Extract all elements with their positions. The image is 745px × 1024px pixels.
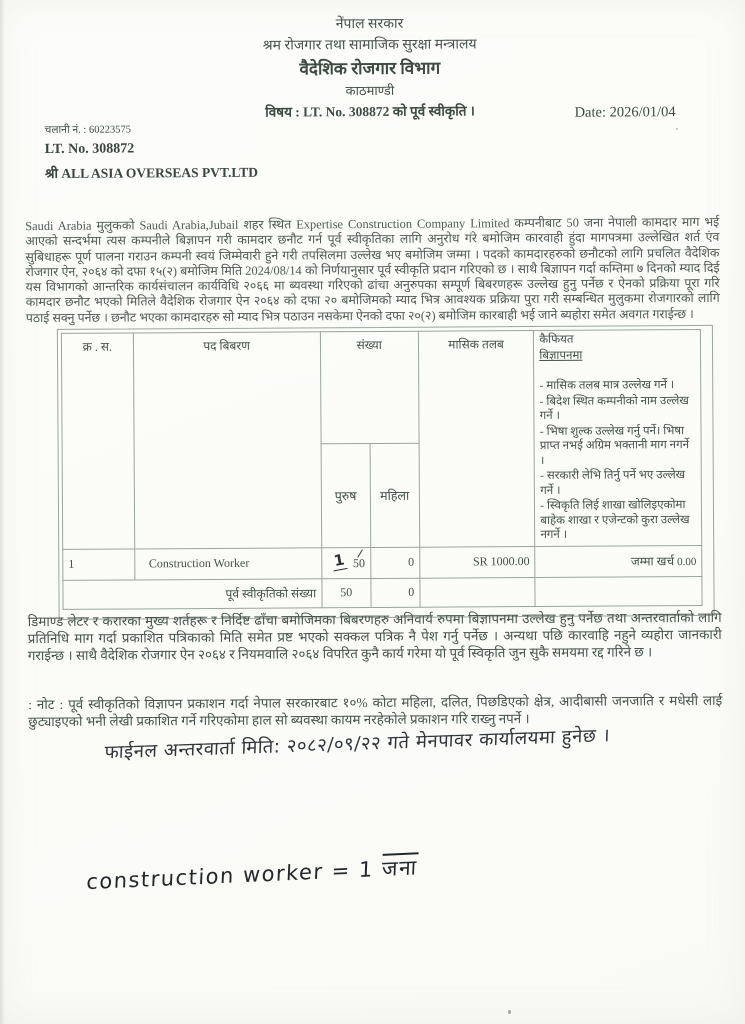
remarks-item: - स्विकृति लिई शाखा खोलिइएकोमा बाहेक शाखा र एजेन्टको कुरा उल्लेख नगर्ने ।	[540, 498, 690, 541]
department-name: वैदेशिक रोजगार विभाग	[299, 58, 441, 79]
handwritten-worker-count-note	[86, 853, 418, 896]
col-header-position: पद बिबरण	[133, 332, 321, 549]
col-header-sn: क्र . स.	[61, 333, 134, 549]
table-footer-row	[63, 576, 702, 609]
row-sn: 1	[63, 548, 135, 579]
remarks-subtitle: बिज्ञापनमा	[539, 348, 583, 362]
government-name: नेपाल सरकार	[335, 16, 404, 33]
remarks-title: कैफियत	[539, 332, 574, 346]
footer-empty-salary	[420, 577, 536, 607]
handwritten-note-text: construction worker = 1	[85, 857, 375, 895]
total-cost-value: 0.00	[677, 556, 697, 569]
chalani-number: चलानी नं. : 60223575	[44, 124, 132, 136]
handwritten-interview-note: फाईनल अन्तरवार्ता मिति: २०८२/०९/२२ गते मेनपावर कार्यालयमा हुनेछ ।	[104, 725, 611, 764]
handwritten-one-correction: 1	[331, 550, 349, 571]
footer-male-total: 50	[322, 578, 371, 607]
footer-female-total: 0	[371, 578, 420, 607]
location-line: काठमाण्डी	[345, 82, 395, 99]
col-header-salary: मासिक तलब	[418, 331, 535, 547]
col-header-number: संख्या	[320, 331, 419, 444]
col-header-female: महिला	[370, 443, 420, 547]
remarks-item: - मासिक तलब मात्र उल्लेख गर्ने ।	[539, 378, 675, 392]
row-position: Construction Worker	[134, 547, 321, 579]
ministry-name: श्रम रोजगार तथा सामाजिक सुरक्षा मन्त्रालय	[262, 37, 477, 54]
remarks-cell	[534, 329, 702, 546]
printed-male-count-struck: 50	[352, 556, 366, 571]
conditions-paragraph: डिमाण्ड लेटर र करारका मुख्य शर्तहरू र निर्दिष्ट ढाँचा बमोजिमका बिबरणहरु अनिवार्य रुपमा बिज्ञापनमा उल्लेख हुनु पर्नेछ तथा अन्तरवार्ताको लागि प्रतिनिधि माग गर्दा प्रकाशित पत्रिकाको मिति समेत प्रष्ट भएको सक्कल पत्रिक नै पेश गर्नु पर्नेछ । अन्यथा पछि कारवाहि नहुने व्यहोरा जानकारी गराईन्छ । साथै वैदेशिक रोजगार ऐन २०६४ र नियमवालि २०६४ विपरित कुनै कार्य गरेमा यो पूर्व स्विकृति जुन सुकै समयमा रद्द गरिने छ ।	[27, 609, 722, 664]
footer-empty-remarks	[535, 576, 702, 606]
remarks-item: - सरकारी लेभि तिर्नु पर्ने भए उल्लेख गर्ने ।	[540, 468, 686, 497]
subject-line: विषय : LT. No. 308872 को पूर्व स्वीकृति ।	[265, 103, 475, 120]
row-total-cost	[535, 545, 702, 577]
col-header-male: पुरुष	[321, 443, 371, 547]
handwritten-note-unit: जना	[381, 852, 418, 881]
approval-table	[61, 329, 703, 609]
approval-body-paragraph: Saudi Arabia मुलुकको Saudi Arabia,Jubail शहर स्थित Expertise Construction Company Limited कम्पनीबाट 50 जना नेपाली कामदार माग भई आएको सन्दर्भमा त्यस कम्पनीले बिज्ञापन गरी कामदार छनौट गर्न पूर्व स्वीकृतिका लागि अनुरोध गरे बमोजिम कारवाही हुंदा मागपत्रमा उल्लेखित शर्त एंव सुबिधाहरू पूर्ण पालना गराउन कम्पनी स्वयं जिम्मेवारी हुने गरी तपसिलमा उल्लेख भए बमोजिम जम्मा । पदको कामदारहरुको छनौटको लागि प्रचलित वैदेशिक रोजगार ऐन, २०६४ को दफा १५(२) बमोजिम मिति 2024/08/14 को निर्णयानुसार पूर्व स्वीकृति प्रदान गरिएको छ । साथै बिज्ञापन गर्दा कम्तिमा ७ दिनको म्याद दिई यस विभागको आन्तरिक कार्यसंचालन कार्यविधि २०६६ मा ब्यवस्था गरिएको ढांचा अनुरुपका सम्पूर्ण बिबरणहरू उल्लेख हुनु पर्नेछ र ऐनको प्रक्रिया पूरा गरि कामदार छनौट भएको मितिले वैदेशिक रोजगार ऐन २०६४ को दफा २० बमोजिमको म्याद भित्र आवश्यक प्रक्रिया पुरा गरी सम्बन्धित मुलुकमा रोजगारको लागि पठाई सक्नु पर्नेछ । छनौट भएका कामदारहरु सो म्याद भित्र पठाउन नसकेमा ऐनको दफा २०(२) बमोजिम कारबाही भई जाने ब्यहोरा समेत अवगत गराईन्छ ।	[25, 214, 720, 325]
addressee-name: श्री ALL ASIA OVERSEAS PVT.LTD	[44, 164, 258, 181]
row-salary: SR 1000.00	[420, 546, 536, 578]
approval-table-outer-box	[57, 325, 715, 620]
note-paragraph: : नोट : पूर्व स्वीकृतिको विज्ञापन प्रकाशन गर्दा नेपाल सरकारबाट १०% कोटा महिला, दलित, पिछडिएको क्षेत्र, आदीबासी जनजाति र मधेसी लाई छुट्याइएको भनी लेखी प्रकाशित गर्ने गरिएकोमा हाल सो ब्यवस्था कायम नरहेकोले प्रकाशन गरि राख्नु नपर्ने ।	[28, 692, 723, 730]
remarks-item: - बिदेश स्थित कम्पनीको नाम उल्लेख गर्ने ।	[539, 393, 689, 422]
table-row	[63, 545, 702, 580]
footer-label: पूर्व स्वीकृतिको संख्या	[63, 578, 322, 609]
row-male-count	[321, 547, 370, 578]
row-female-count: 0	[370, 547, 419, 578]
document-date: Date: 2026/01/04	[574, 104, 676, 121]
total-cost-label: जम्मा खर्च	[630, 554, 675, 569]
remarks-item: - भिषा शुल्क उल्लेख गर्नु पर्ने। भिषा प्राप्त नभई अग्रिम भक्तानी माग नगर्ने ।	[539, 423, 690, 467]
lt-number: LT. No. 308872	[44, 141, 135, 157]
reference-block	[45, 122, 258, 182]
